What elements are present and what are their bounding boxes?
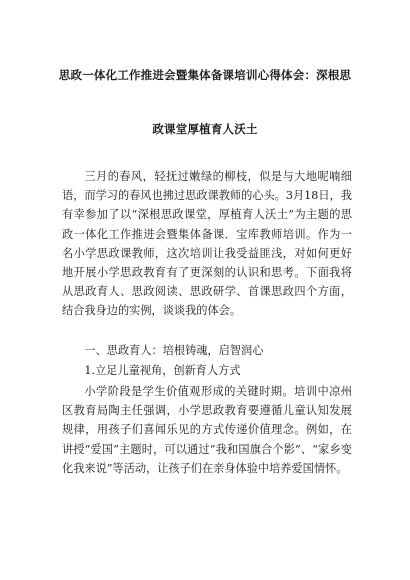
section-heading-1: 一、思政育人：培根铸魂，启智润心 xyxy=(84,344,264,357)
body-paragraph-2: 小学阶段是学生价值观形成的关键时期。培训中凉州区教育局陶主任强调，小学思政教育要遵循儿童认知发展规律，用孩子们喜闻乐见的方式传递价值理念。例如，在讲授“爱国”主题时，可以通过“我和国旗合个影”、“家乡变化我来说”等活动，让孩子们在亲身体验中培养爱国情怀。 xyxy=(62,385,352,475)
document-title-line-1: 思政一体化工作推进会暨集体备课培训心得体会：深根思 xyxy=(58,68,352,82)
subsection-heading-1-1: 1.立足儿童视角，创新育人方式 xyxy=(84,364,241,377)
document-title-line-2: 政课堂厚植育人沃土 xyxy=(152,122,258,136)
intro-paragraph: 三月的春风，轻抚过嫩绿的柳枝，似是与大地呢喃细语，而学习的春风也拂过思政课教师的心头。3月18日，我有幸参加了以“深根思政课堂，厚植育人沃土”为主题的思政一体化工作推进会暨集体备课．宝库教师培训。作为一名小学思政课教师，这次培训让我受益匪浅，对如何更好地开展小学思政教育有了更深刻的认识和思考。下面我将从思政育人、思政阅读、思政研学、首课思政四个方面，结合我身边的实例，谈谈我的体会。 xyxy=(62,170,352,318)
